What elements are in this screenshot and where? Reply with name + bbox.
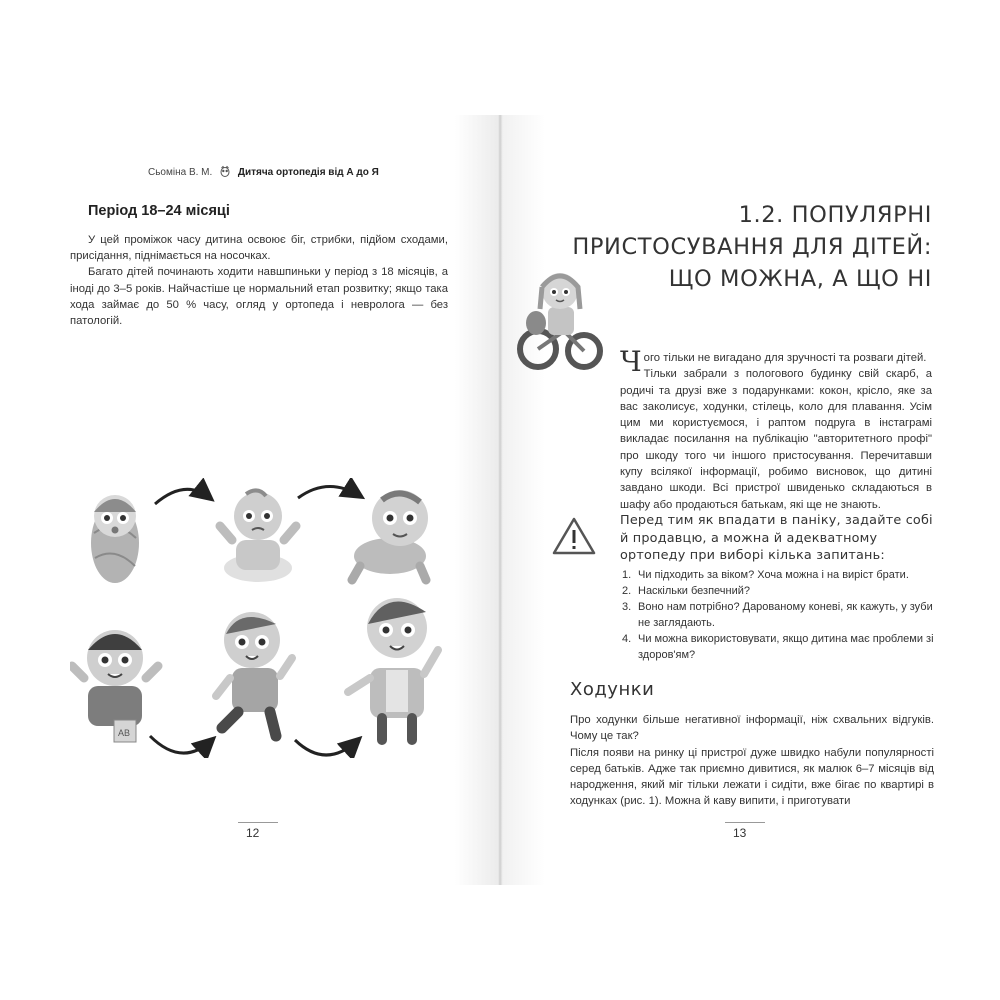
list-item-number: 4.: [622, 633, 632, 645]
page-number-rule: [238, 822, 278, 823]
child-development-illustration: [70, 478, 460, 758]
crawling-baby-figure: [352, 490, 428, 580]
intro-first-line: ого тільки не вигадано для зручності та розваги дітей.: [643, 352, 927, 364]
warning-callout-text: Перед тим як впадати в паніку, задайте собі й продавцю, а можна й адекватному ортопеду при виборі кілька запитань:: [620, 513, 933, 563]
list-item-text: Воно нам потрібно? Дарованому коневі, як кажуть, у зуби не заглядають.: [638, 601, 933, 629]
paragraph: Багато дітей починають ходити навшпиньки у період з 18 місяців, а іноді до 3–5 років. Найчастіше це нормальний етап розвитку; якщо така хода займає до 50 % часу, огляд у ортопеда і невролога — без патологій.: [70, 266, 448, 328]
sitting-baby-figure: [220, 490, 296, 582]
list-item: [622, 599, 934, 631]
chapter-title-line: ПРИСТОСУВАННЯ ДЛЯ ДІТЕЙ:: [572, 234, 932, 260]
warning-triangle-icon: [551, 516, 597, 556]
intro-text: [620, 345, 932, 513]
chapter-title-line: ЩО МОЖНА, А ЩО НІ: [668, 266, 932, 292]
list-item-number: 3.: [622, 601, 632, 613]
section-heading-period: Період 18–24 місяці: [88, 203, 230, 219]
walking-child-figure: [216, 612, 292, 736]
page-number-right: 13: [733, 826, 747, 840]
list-item: [622, 583, 934, 599]
paragraph: У цей проміжок часу дитина освоює біг, стрибки, підйом сходами, присідання, піднімається на носочках.: [70, 234, 448, 263]
list-item-number: 2.: [622, 585, 632, 597]
swaddled-baby-figure: [91, 495, 139, 583]
left-body-text: [70, 232, 448, 329]
chapter-title-line: 1.2. ПОПУЛЯРНІ: [738, 202, 932, 228]
running-head-title: Дитяча ортопедія від А до Я: [237, 167, 379, 178]
walkers-body-text: [570, 712, 934, 810]
girl-on-tricycle-illustration: [514, 265, 606, 371]
paragraph: Після появи на ринку ці пристрої дуже швидко набули популярності серед батьків. Адже так приємно дивитися, як малюк 6–7 місяців від народження, який міг тільки лежати і сидіти, вже бігає по квартирі в ходунках (рис. 1). Можна й каву випити, і приготувати: [570, 746, 934, 808]
page-number-left: 12: [246, 826, 260, 840]
page-number-rule: [725, 822, 765, 823]
standing-child-figure: [348, 598, 438, 740]
running-head-author: Сьоміна В. М.: [148, 167, 213, 178]
list-item: [622, 567, 934, 583]
book-gutter: [455, 115, 545, 885]
list-item-text: Чи можна використовувати, якщо дитина має проблеми зі здоров'ям?: [638, 633, 934, 661]
section-heading-walkers: Ходунки: [570, 679, 655, 700]
toddler-with-blocks-figure: [72, 630, 158, 742]
arrow-2: [298, 486, 360, 498]
running-head: [148, 165, 448, 180]
arrow-3: [150, 736, 212, 753]
arrow-1: [155, 489, 210, 504]
arrow-4: [295, 740, 358, 755]
paragraph: Про ходунки більше негативної інформації, ніж схвальних відгуків. Чому це так?: [570, 714, 934, 743]
list-item-number: 1.: [622, 569, 632, 581]
list-item: [622, 631, 934, 663]
list-item-text: Наскільки безпечний?: [638, 585, 750, 597]
list-item-text: Чи підходить за віком? Хоча можна і на виріст брати.: [638, 569, 909, 581]
intro-paragraph: [620, 345, 932, 378]
drop-cap: Ч: [620, 345, 642, 378]
intro-paragraph-rest: Тільки забрали з пологового будинку свій скарб, а родичі та друзі вже з подарунками: кокон, крісло, яке за вас заколисує, ходунки, стілець, коло для плавання. Усім цим ми користуємося, і раптом подруга в інстаграмі викладає посилання на публікацію "авторитетного профі" про шкоду того чи іншого пристосування. Перечитавши купу всілякої інформації, робимо висновок, що дитині завдано шкоди. Всі пристрої швиденько складаються в шафу або продаються батькам, які ще не знають.: [620, 368, 932, 511]
chapter-title: [552, 199, 932, 295]
owl-icon: [219, 165, 231, 180]
svg-text:AB: AB: [118, 728, 131, 738]
question-list: [622, 567, 934, 663]
development-stages-svg: [70, 478, 460, 758]
